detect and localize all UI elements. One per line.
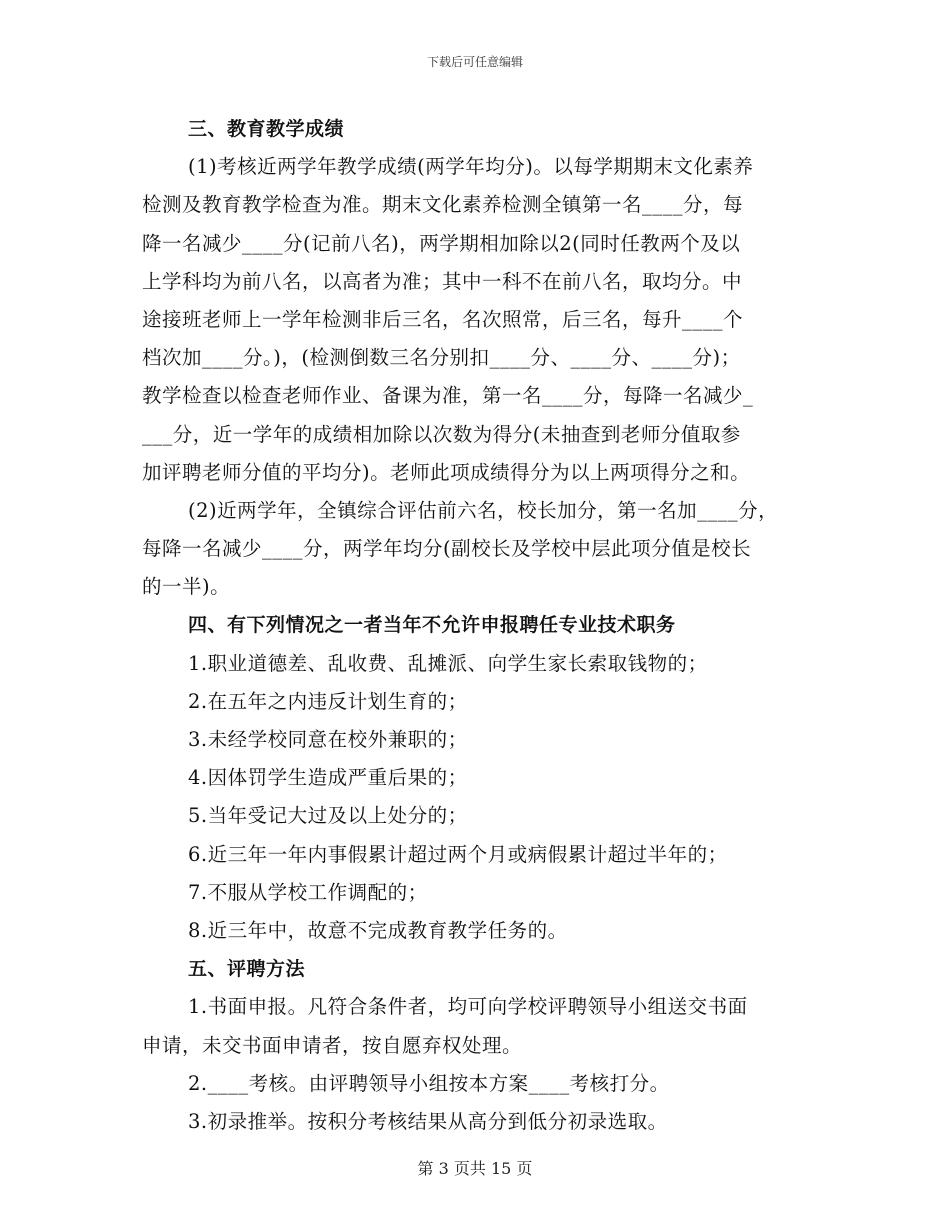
paragraph-line: 的一半)。: [142, 575, 231, 599]
paragraph-line: (2)近两学年，全镇综合评估前六名，校长加分，第一名加____分，: [188, 498, 779, 522]
paragraph-line: 教学检查以检查老师作业、备课为准，第一名____分，每降一名减少_: [142, 384, 754, 408]
paragraph-line: 7.不服从学校工作调配的；: [188, 880, 428, 904]
paragraph-line: 8.近三年中，故意不完成教育教学任务的。: [188, 918, 568, 942]
section-heading: 五、评聘方法: [188, 958, 306, 981]
paragraph-line: 2.____考核。由评聘领导小组按本方案____考核打分。: [188, 1071, 670, 1095]
paragraph-line: (1)考核近两学年教学成绩(两学年均分)。以每学期期末文化素养: [188, 155, 754, 179]
paragraph-line: 每降一名减少____分，两学年均分(副校长及学校中层此项分值是校长: [142, 537, 752, 561]
paragraph-line: 降一名减少____分(记前八名)，两学期相加除以2(同时任教两个及以: [142, 231, 741, 255]
paragraph-line: 加评聘老师分值的平均分)。老师此项成绩得分为以上两项得分之和。: [142, 460, 751, 484]
paragraph-line: 2.在五年之内违反计划生育的；: [188, 689, 468, 713]
paragraph-line: 检测及教育教学检查为准。期末文化素养检测全镇第一名____分，每: [142, 193, 744, 217]
paragraph-line: 3.初录推举。按积分考核结果从高分到低分初录选取。: [188, 1109, 668, 1133]
paragraph-line: 上学科均为前八名，以高者为准；其中一科不在前八名，取均分。中: [142, 269, 743, 293]
paragraph-line: 5.当年受记大过及以上处分的；: [188, 804, 468, 828]
section-heading: 三、教育教学成绩: [188, 118, 345, 140]
paragraph-line: 申请，未交书面申请者，按自愿弃权处理。: [142, 1033, 523, 1057]
paragraph-line: 1.书面申报。凡符合条件者，均可向学校评聘领导小组送交书面: [188, 995, 748, 1019]
paragraph-line: ___分，近一学年的成绩相加除以次数为得分(未抽查到老师分值取参: [142, 422, 741, 446]
paragraph-line: 4.因体罚学生造成严重后果的；: [188, 766, 468, 790]
section-heading: 四、有下列情况之一者当年不允许申报聘任专业技术职务: [188, 614, 676, 637]
paragraph-line: 3.未经学校同意在校外兼职的；: [188, 728, 468, 751]
paragraph-line: 1.职业道德差、乱收费、乱摊派、向学生家长索取钱物的；: [188, 651, 708, 675]
paragraph-line: 途接班老师上一学年检测非后三名，名次照常，后三名，每升____个: [142, 307, 744, 331]
page-header: 下载后可任意编辑: [426, 55, 523, 69]
page-footer: 第 3 页共 15 页: [417, 1159, 533, 1178]
document-body: [142, 110, 812, 1141]
paragraph-line: 档次加____分。)，(检测倒数三名分别扣____分、____分、____分)；: [142, 346, 741, 370]
paragraph-line: 6.近三年一年内事假累计超过两个月或病假累计超过半年的；: [188, 842, 728, 866]
